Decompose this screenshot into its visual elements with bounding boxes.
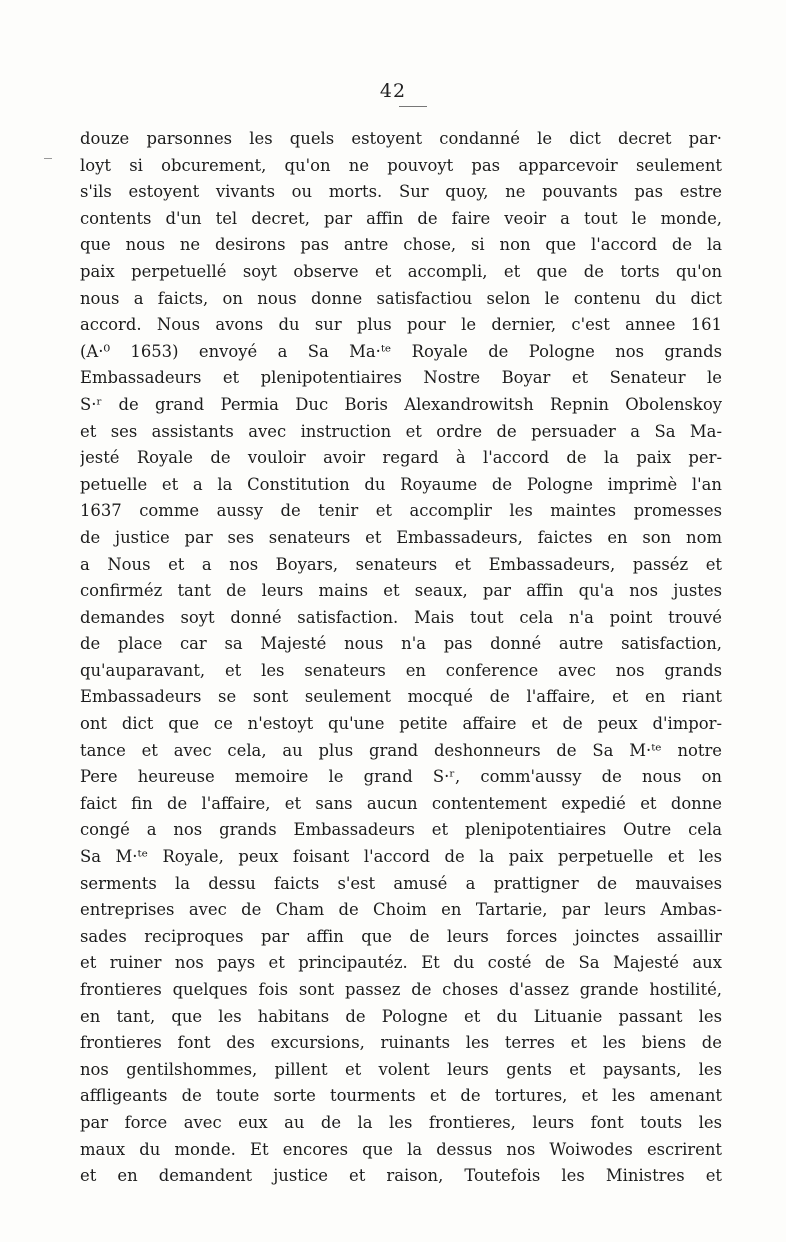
text-line: confirméz tant de leurs mains et seaux, par affin qu'a nos justes [80,581,722,601]
text-line: de justice par ses senateurs et Embassadeurs, faictes en son nom [80,527,722,547]
text-line: nos gentilshommes, pillent et volent leurs gents et paysants, les [80,1059,722,1079]
text-line: demandes soyt donné satisfaction. Mais tout cela n'a point trouvé [80,607,722,627]
text-line: sades reciproques par affin que de leurs forces joinctes assaillir [80,926,722,946]
text-line: tance et avec cela, au plus grand deshonneurs de Sa M·ᵗᵉ notre [80,740,722,760]
text-line: nous a faicts, on nous donne satisfactiou selon le contenu du dict [80,288,722,308]
text-line: serments la dessu faicts s'est amusé a prattigner de mauvaises [80,873,722,893]
text-line: S·ʳ de grand Permia Duc Boris Alexandrowitsh Repnin Obolenskoy [80,394,722,414]
text-line: entreprises avec de Cham de Choim en Tartarie, par leurs Ambas- [80,900,722,920]
text-line: faict fin de l'affaire, et sans aucun contentement expedié et donne [80,793,722,813]
text-line: accord. Nous avons du sur plus pour le dernier, c'est annee 161 [80,315,722,335]
text-line: Sa M·ᵗᵉ Royale, peux foisant l'accord de la paix perpetuelle et les [80,847,722,867]
text-line: et en demandent justice et raison, Toutefois les Ministres et [80,1166,722,1186]
text-line: s'ils estoyent vivants ou morts. Sur quoy, ne pouvants pas estre [80,182,722,202]
text-line: congé a nos grands Embassadeurs et plenipotentiaires Outre cela [80,820,722,840]
text-line: de place car sa Majesté nous n'a pas donné autre satisfaction, [80,634,722,654]
text-line: (A·⁰ 1653) envoyé a Sa Ma·ᵗᵉ Royale de Pologne nos grands [80,341,722,361]
text-line: petuelle et a la Constitution du Royaume de Pologne imprimè l'an [80,474,722,494]
text-line: ont dict que ce n'estoyt qu'une petite affaire et de peux d'impor- [80,714,722,734]
margin-mark [44,158,52,159]
text-line: contents d'un tel decret, par affin de faire veoir a tout le monde, [80,208,722,228]
text-line: et ruiner nos pays et principautéz. Et du costé de Sa Majesté aux [80,953,722,973]
text-line: Embassadeurs et plenipotentiaires Nostre Boyar et Senateur le [80,368,722,388]
page-number: 42 [379,80,407,102]
text-line: affligeants de toute sorte tourments et de tortures, et les amenant [80,1086,722,1106]
text-line: loyt si obcurement, qu'on ne pouvoyt pas apparcevoir seulement [80,155,722,175]
text-line: douze parsonnes les quels estoyent condanné le dict decret par· [80,129,722,148]
page-number-underline [399,106,427,107]
text-line: jesté Royale de vouloir avoir regard à l'accord de la paix per- [80,448,722,468]
text-line: frontieres quelques fois sont passez de choses d'assez grande hostilité, [80,980,722,999]
text-line: en tant, que les habitans de Pologne et du Lituanie passant les [80,1006,722,1026]
text-line: maux du monde. Et encores que la dessus nos Woiwodes escrirent [80,1139,722,1159]
text-line: 1637 comme aussy de tenir et accomplir les maintes promesses [80,501,722,521]
text-line: qu'auparavant, et les senateurs en conference avec nos grands [80,660,722,680]
text-line: a Nous et a nos Boyars, senateurs et Embassadeurs, passéz et [80,554,722,574]
text-line: paix perpetuellé soyt observe et accompli, et que de torts qu'on [80,261,722,281]
text-line: Pere heureuse memoire le grand S·ʳ, comm'aussy de nous on [80,767,722,787]
text-line: que nous ne desirons pas antre chose, si non que l'accord de la [80,235,722,255]
text-line: par force avec eux au de la les frontieres, leurs font touts les [80,1112,722,1132]
body-text [80,126,722,1190]
text-line: frontieres font des excursions, ruinants les terres et les biens de [80,1033,722,1053]
text-line: et ses assistants avec instruction et ordre de persuader a Sa Ma- [80,421,722,441]
text-line: Embassadeurs se sont seulement mocqué de l'affaire, et en riant [80,687,722,707]
